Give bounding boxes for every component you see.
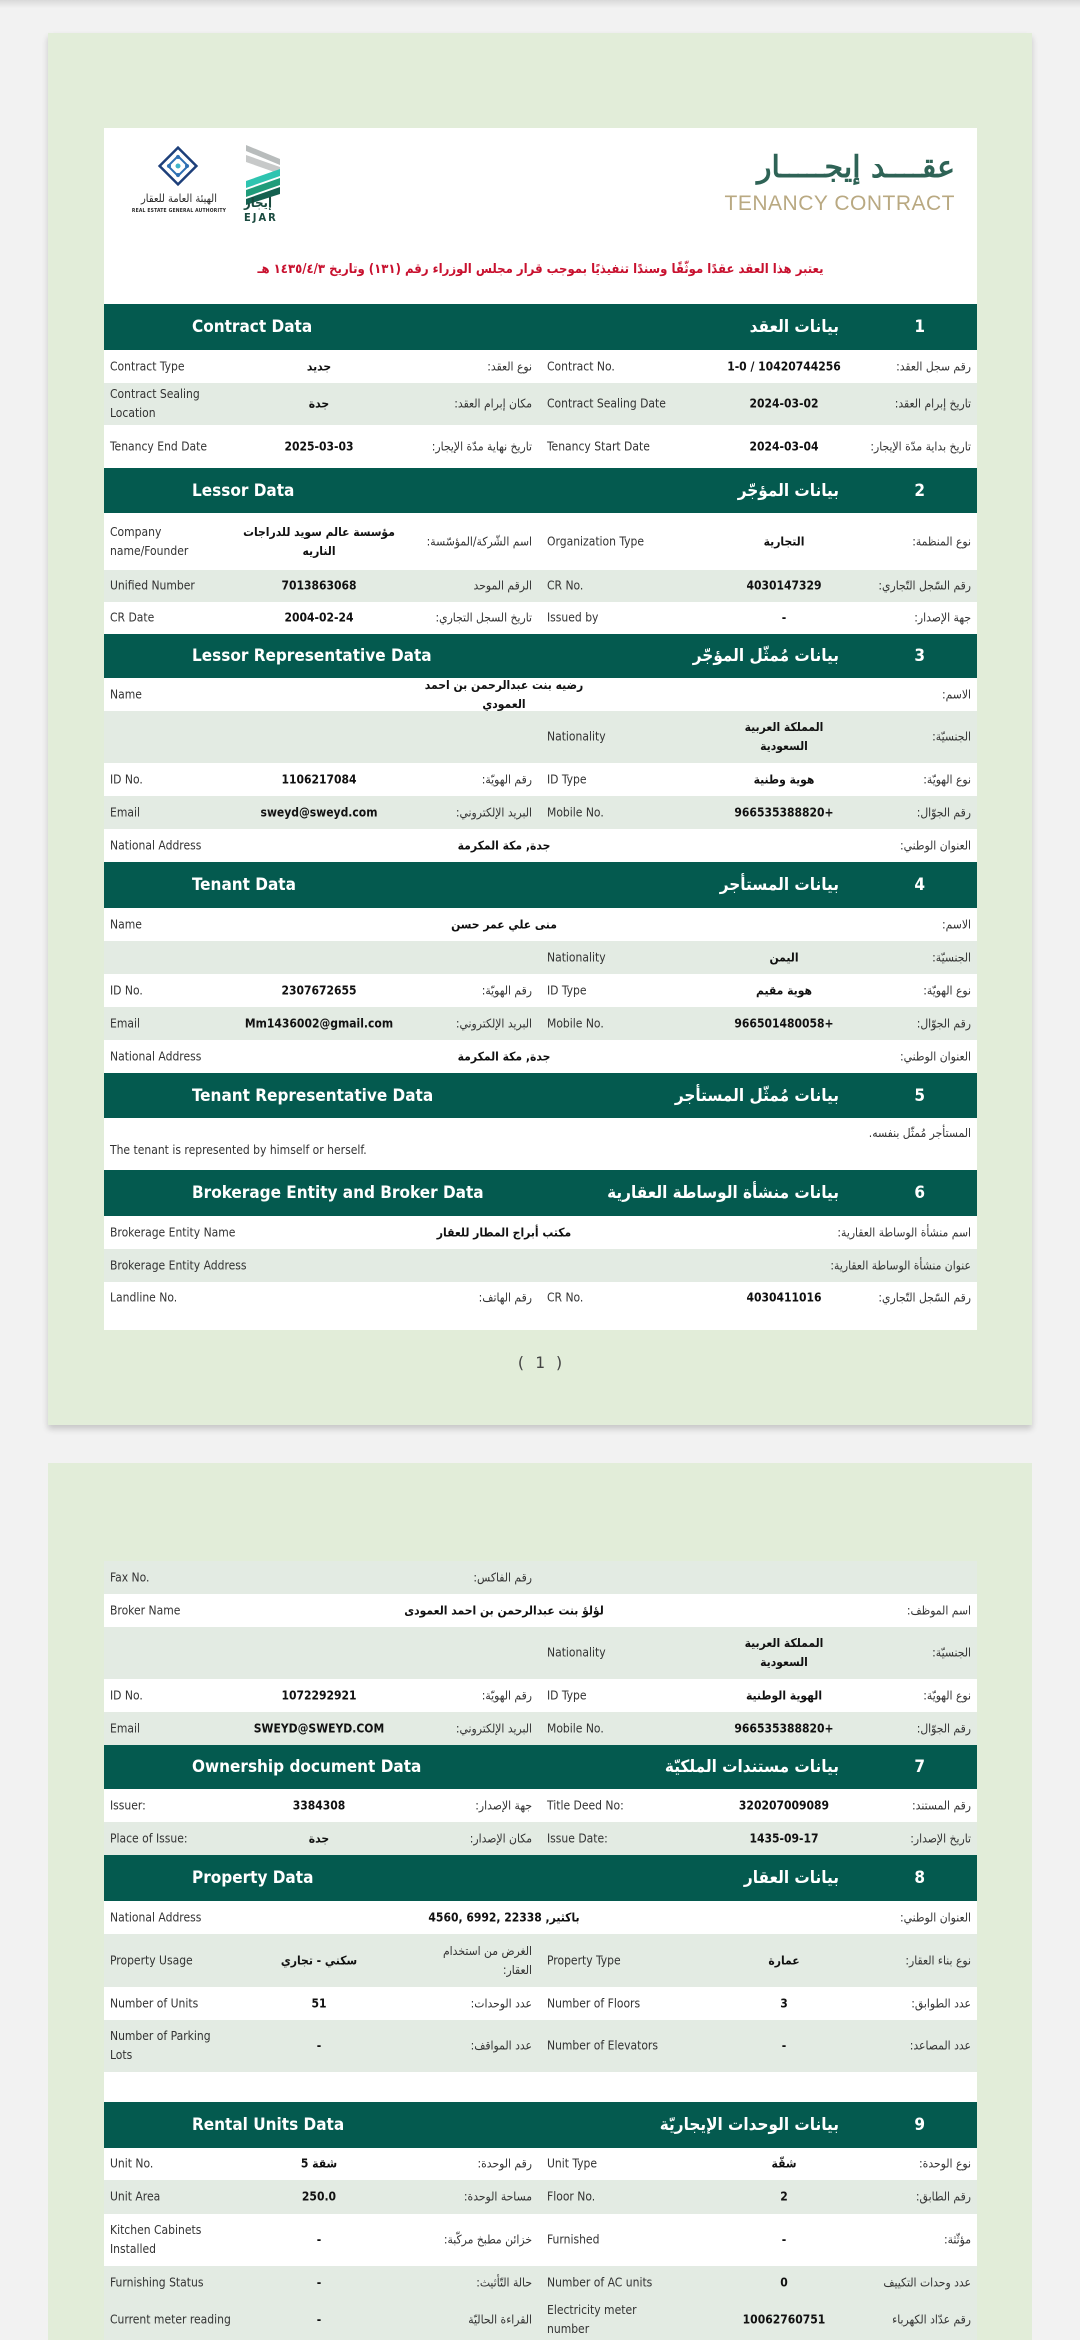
field-label-en: Landline No.: [110, 1290, 178, 1305]
field-label-en: National Address: [110, 1910, 202, 1924]
field-value: المملكة العربية السعودية: [744, 1636, 824, 1669]
table-row: [104, 1789, 977, 1822]
field-label-en: Electricity meter number: [547, 2302, 637, 2336]
field-label-ar: الاسم:: [941, 917, 971, 931]
field-label-en: Unit Area: [110, 2189, 161, 2204]
field-value: المملكة العربية السعودية: [744, 720, 824, 753]
field-label-en: Email: [110, 805, 140, 819]
field-label-en: Kitchen Cabinets Installed: [110, 2223, 202, 2256]
field-label-en: Unit No.: [110, 2156, 154, 2171]
field-label-ar: تاريخ الإصدار:: [910, 1831, 971, 1845]
field-value: جدة, مكة المكرمة: [457, 838, 551, 852]
field-label-ar: نوع الهويّة:: [923, 772, 971, 786]
tenant-representation-note-en: The tenant is represented by himself or herself.: [110, 1143, 367, 1157]
field-label-ar: مكان إبرام العقد:: [454, 396, 532, 411]
field-label-en: Contract Type: [110, 359, 185, 373]
table-row: [104, 350, 977, 383]
section-title-english: Lessor Data: [192, 480, 295, 501]
section-title-arabic: بيانات منشأة الوساطة العقارية: [607, 1183, 839, 1203]
field-label-en: Number of Floors: [547, 1996, 641, 2010]
field-value: سكني - تجاري: [280, 1953, 358, 1967]
field-label-ar: رقم الجوّال:: [916, 1016, 971, 1030]
field-label-en: Place of Issue:: [110, 1831, 188, 1845]
table-row: [104, 570, 977, 602]
field-label-en: National Address: [110, 1049, 202, 1063]
field-label-ar: تاريخ بداية مدّة الإيجار:: [870, 439, 971, 453]
table-row: [104, 513, 977, 570]
table-row: [104, 1118, 977, 1170]
section-number: 5: [914, 1085, 925, 1106]
field-label-ar: رقم الوحدة:: [477, 2156, 532, 2171]
field-value: 4030147329: [746, 578, 822, 593]
section-number: 9: [914, 2115, 925, 2135]
section-title-english: Ownership document Data: [192, 1757, 422, 1777]
table-row: [104, 1282, 977, 1330]
field-label-ar: نوع الهويّة:: [923, 1688, 971, 1702]
field-label-en: Mobile No.: [547, 805, 604, 819]
ejar-logo-arabic: إيجار: [244, 196, 272, 211]
field-label-ar: تاريخ السجل التجاري:: [435, 610, 532, 625]
field-value: منى علي عمر حسن: [451, 917, 557, 931]
section-title-english: Tenant Data: [192, 875, 296, 895]
field-label-en: Mobile No.: [547, 1016, 604, 1030]
field-label-ar: مكان الإصدار:: [469, 1831, 532, 1845]
field-value: 320207009089: [738, 1798, 830, 1812]
field-value: +966501480058: [734, 1016, 834, 1030]
section-number: 3: [914, 646, 925, 666]
field-label-en: ID No.: [110, 983, 143, 997]
field-value: SWEYD@SWEYD.COM: [253, 1721, 385, 1735]
contract-card-continued: [104, 1561, 977, 2340]
field-value: -: [316, 2312, 322, 2326]
field-label-en: Email: [110, 1016, 140, 1030]
table-row: [104, 711, 977, 763]
field-value: باكثير, 22338 ,6992 ,4560: [428, 1910, 580, 1924]
section-title-english: Lessor Representative Data: [192, 646, 432, 666]
field-label-ar: البريد الإلكتروني:: [455, 1016, 532, 1030]
section-header-contract-data: [104, 304, 977, 350]
field-value: 1072292921: [281, 1688, 357, 1702]
field-label-ar: عدد المواقف:: [470, 2038, 532, 2053]
field-value: Mm1436002@gmail.com: [244, 1016, 394, 1030]
field-label-en: Issuer:: [110, 1798, 146, 1812]
field-label-en: ID Type: [547, 1688, 587, 1702]
section-number: 8: [914, 1868, 925, 1888]
field-label-en: Number of AC units: [547, 2275, 653, 2289]
field-label-ar: عدد المصاعد:: [909, 2038, 971, 2053]
rega-logo-icon: [156, 144, 200, 188]
field-label-ar: الجنسيّة:: [932, 950, 971, 964]
section-title-arabic: بيانات العقد: [749, 317, 839, 337]
field-label-en: Issued by: [547, 610, 599, 625]
field-label-en: Contract No.: [547, 359, 615, 373]
table-row: [104, 1712, 977, 1745]
field-value: لؤلؤ بنت عبدالرحمن بن احمد العمودى: [404, 1603, 604, 1617]
section-title-arabic: بيانات المستأجر: [719, 875, 839, 895]
field-value: -: [781, 610, 787, 625]
field-label-en: Property Usage: [110, 1953, 193, 1967]
section-header-rental-units: [104, 2102, 977, 2148]
field-label-en: ID Type: [547, 772, 587, 786]
table-row: [104, 763, 977, 796]
field-label-en: Contract Sealing Location: [110, 387, 200, 420]
field-value: 4030411016: [746, 1290, 822, 1305]
field-label-en: Current meter reading: [110, 2312, 231, 2326]
field-value: 7013863068: [281, 578, 357, 593]
field-label-en: Fax No.: [110, 1570, 150, 1584]
field-label-en: Property Type: [547, 1953, 621, 1967]
field-label-en: Unit Type: [547, 2156, 598, 2171]
field-label-en: Mobile No.: [547, 1721, 604, 1735]
field-label-ar: اسم الشّركة/المؤسّسة:: [426, 534, 532, 548]
document-page-1: [48, 33, 1032, 1425]
field-label-ar: العنوان الوطني:: [899, 1910, 971, 1924]
field-label-en: Brokerage Entity Address: [110, 1258, 247, 1272]
field-label-ar: مؤثّثة:: [943, 2232, 971, 2247]
field-label-ar: مساحة الوحدة:: [463, 2189, 532, 2204]
section-number: 4: [914, 875, 925, 895]
field-label-ar: رقم السّجل التّجاري:: [878, 1290, 971, 1305]
table-row: [104, 602, 977, 634]
field-label-en: Furnishing Status: [110, 2275, 204, 2289]
field-label-en: Number of Elevators: [547, 2038, 658, 2053]
section-title-english: Tenant Representative Data: [192, 1085, 434, 1106]
field-label-ar: عدد الطوابق:: [911, 1996, 971, 2010]
field-label-ar: العنوان الوطني:: [899, 1049, 971, 1063]
field-value: -: [781, 2232, 787, 2247]
field-label-en: Email: [110, 1721, 140, 1735]
table-row: [104, 2299, 977, 2340]
field-value: جدة: [308, 396, 330, 411]
field-label-ar: جهة الإصدار:: [475, 1798, 532, 1812]
field-value: عمارة: [768, 1953, 800, 1967]
table-row: [104, 796, 977, 829]
table-row: [104, 974, 977, 1007]
field-label-ar: جهة الإصدار:: [914, 610, 971, 625]
field-value: جدة, مكة المكرمة: [457, 1049, 551, 1063]
field-label-ar: رقم الهويّة:: [481, 1688, 532, 1702]
field-label-ar: رقم المستند:: [912, 1798, 971, 1812]
field-value: مؤسسة عالم سويد للدراجات الناريه: [243, 524, 395, 558]
field-label-ar: نوع الوحدة:: [919, 2156, 971, 2171]
field-label-en: CR No.: [547, 578, 584, 593]
field-value: جدة: [308, 1831, 330, 1845]
field-label-en: Name: [110, 687, 142, 701]
field-value: 3384308: [292, 1798, 346, 1812]
table-row: [104, 1679, 977, 1712]
section-number: 6: [914, 1183, 925, 1203]
table-row: [104, 941, 977, 974]
field-label-en: Name: [110, 917, 142, 931]
table-row: [104, 678, 977, 711]
field-label-ar: الغرض من استخدام العقار:: [443, 1943, 532, 1977]
field-label-ar: نوع بناء العقار:: [905, 1953, 971, 1967]
table-row: [104, 1901, 977, 1934]
table-row: [104, 1822, 977, 1855]
field-label-ar: رقم سجل العقد:: [896, 359, 971, 373]
field-label-en: ID No.: [110, 1688, 143, 1702]
field-value: 10062760751: [742, 2312, 826, 2326]
field-label-en: Floor No.: [547, 2189, 596, 2204]
field-value: هوية مقيم: [756, 983, 812, 997]
table-row: [104, 383, 977, 425]
field-value: +966535388820: [734, 1721, 834, 1735]
field-label-ar: عنوان منشأة الوساطة العقارية:: [830, 1258, 971, 1272]
section-header-ownership-document: [104, 1745, 977, 1789]
field-label-ar: الرقم الموحد: [473, 578, 532, 593]
section-header-brokerage: [104, 1170, 977, 1216]
field-label-en: Contract Sealing Date: [547, 396, 666, 411]
field-value: -: [781, 2038, 787, 2053]
field-value: شقة 5: [300, 2156, 338, 2171]
section-title-english: Property Data: [192, 1868, 314, 1888]
field-label-ar: نوع الهويّة:: [923, 983, 971, 997]
field-value: الهوية الوطنية: [745, 1688, 823, 1702]
table-row: [104, 1561, 977, 1594]
field-label-ar: رقم الجوّال:: [916, 1721, 971, 1735]
ejar-logo-english: EJAR: [244, 211, 278, 224]
field-value: 0: [780, 2275, 788, 2289]
field-label-ar: البريد الإلكتروني:: [455, 1721, 532, 1735]
table-row-group: [104, 2266, 977, 2340]
field-value: 2004-02-24: [284, 610, 354, 625]
field-value: -: [316, 2275, 322, 2289]
page-number: ( 1 ): [515, 1353, 565, 1372]
field-label-ar: عدد الوحدات:: [470, 1996, 532, 2010]
legal-notice: يعتبر هذا العقد عقدًا موثّقًا وسندًا تنفيذيًا بموجب قرار مجلس الوزراء رقم (١٣١) وتاريخ ١٤٣٥/٤/٣ هـ: [257, 262, 824, 277]
field-label-en: Number of Units: [110, 1996, 199, 2010]
field-label-ar: نوع العقد:: [487, 359, 532, 373]
field-value: 2024-03-04: [749, 439, 819, 453]
section-title-english: Rental Units Data: [192, 2115, 345, 2135]
document-page-2: [48, 1463, 1032, 2340]
field-value: جديد: [306, 359, 332, 373]
field-value: 51: [311, 1996, 327, 2010]
field-label-en: Nationality: [547, 1645, 606, 1660]
section-number: 1: [914, 317, 925, 337]
field-value: هوية وطنية: [753, 772, 815, 786]
field-label-ar: البريد الإلكتروني:: [455, 805, 532, 819]
section-title-arabic: بيانات مستندات الملكيّة: [664, 1757, 839, 1777]
field-label-ar: نوع المنظمة:: [912, 534, 971, 548]
field-label-en: Title Deed No:: [547, 1798, 624, 1812]
table-row: [104, 1040, 977, 1073]
field-value: -: [316, 2232, 322, 2247]
table-row: [104, 1007, 977, 1040]
field-label-ar: رقم الطابق:: [915, 2189, 971, 2204]
field-label-ar: تاريخ إبرام العقد:: [894, 396, 971, 411]
field-label-ar: الجنسيّة:: [932, 1645, 971, 1660]
section-header-tenant-representative: [104, 1073, 977, 1118]
field-value: 10420744256 / 1-0: [727, 359, 841, 373]
field-label-en: Unified Number: [110, 578, 195, 593]
field-value: اليمن: [769, 950, 799, 964]
section-title-english: Contract Data: [192, 317, 313, 337]
field-value: 1435-09-17: [749, 1831, 819, 1845]
table-row: [104, 2214, 977, 2266]
field-value: مكتب أبراج المطار للعقار: [436, 1225, 572, 1239]
field-value: رضيه بنت عبدالرحمن بن احمد العمودي: [424, 677, 584, 711]
field-label-ar: عدد وحدات التكييف: [883, 2275, 971, 2289]
section-header-lessor-representative: [104, 634, 977, 678]
field-label-ar: الجنسيّة:: [932, 729, 971, 744]
section-title-arabic: بيانات العقار: [743, 1868, 839, 1888]
field-label-ar: العنوان الوطني:: [899, 838, 971, 852]
field-label-en: Tenancy Start Date: [547, 439, 650, 453]
field-label-ar: خزائن مطبخ مركّبة:: [443, 2232, 532, 2247]
section-title-english: Brokerage Entity and Broker Data: [192, 1183, 484, 1203]
field-label-ar: رقم الجوّال:: [916, 805, 971, 819]
field-label-en: CR No.: [547, 1290, 584, 1305]
section-title-arabic: بيانات الوحدات الإيجاريّة: [659, 2115, 839, 2135]
field-label-ar: رقم عدّاد الكهرباء: [892, 2312, 971, 2326]
field-value: التجارية: [763, 534, 805, 548]
field-value: +966535388820: [734, 805, 834, 819]
section-title-arabic: بيانات المؤجّر: [737, 480, 839, 501]
field-label-en: ID No.: [110, 772, 143, 786]
field-label-en: ID Type: [547, 983, 587, 997]
table-row: [104, 2266, 977, 2299]
field-value: 1106217084: [281, 772, 357, 786]
field-value: 3: [780, 1996, 788, 2010]
section-title-arabic: بيانات مُمثّل المؤجّر: [692, 646, 839, 666]
table-row: [104, 1627, 977, 1679]
field-label-ar: القراءة الحاليّة: [468, 2312, 532, 2326]
spacer-row: [104, 2072, 977, 2102]
field-label-en: Brokerage Entity Name: [110, 1225, 236, 1239]
field-label-en: Issue Date:: [547, 1831, 608, 1845]
field-label-ar: رقم السّجل التّجاري:: [878, 578, 971, 593]
table-row: [104, 1216, 977, 1249]
table-row: [104, 1934, 977, 1987]
rega-logo-arabic: الهيئة العامة للعقار: [141, 192, 217, 205]
field-value: 2024-03-02: [749, 396, 819, 411]
field-label-en: CR Date: [110, 610, 155, 625]
field-label-en: Nationality: [547, 950, 606, 964]
field-label-en: Company name/Founder: [110, 524, 189, 558]
field-label-ar: رقم الفاكس:: [473, 1570, 532, 1584]
title-arabic: عقــــد إيجـــــار: [756, 150, 955, 185]
top-shadow: [0, 0, 1080, 8]
field-label-ar: رقم الهويّة:: [481, 772, 532, 786]
tenant-representation-note-ar: المستأجر مُمثّل بنفسه.: [868, 1126, 971, 1140]
table-row: [104, 2020, 977, 2072]
field-value: 250.0: [301, 2189, 337, 2204]
field-label-en: Organization Type: [547, 534, 645, 548]
section-title-arabic: بيانات مُمثّل المستأجر: [674, 1085, 839, 1106]
field-label-ar: رقم الهويّة:: [481, 983, 532, 997]
section-header-tenant-data: [104, 862, 977, 908]
field-value: 2307672655: [281, 983, 357, 997]
section-header-lessor-data: [104, 468, 977, 513]
contract-card: [104, 128, 977, 1330]
table-row: [104, 1249, 977, 1282]
field-label-ar: اسم الموظف:: [906, 1603, 971, 1617]
section-number: 7: [914, 1757, 925, 1777]
section-header-property-data: [104, 1855, 977, 1901]
field-label-en: Tenancy End Date: [110, 439, 208, 453]
table-row: [104, 908, 977, 941]
field-label-ar: اسم منشأة الوساطة العقارية:: [837, 1225, 971, 1239]
table-row: [104, 425, 977, 468]
field-label-en: Number of Parking Lots: [110, 2029, 211, 2062]
field-label-en: Furnished: [547, 2232, 600, 2247]
field-value: شقّة: [771, 2156, 797, 2171]
table-row: [104, 1987, 977, 2020]
field-label-ar: الاسم:: [941, 687, 971, 701]
table-row: [104, 2180, 977, 2214]
rega-logo-english: REAL ESTATE GENERAL AUTHORITY: [131, 208, 227, 214]
table-row: [104, 829, 977, 862]
section-number: 2: [914, 480, 925, 501]
title-english: TENANCY CONTRACT: [724, 192, 955, 215]
field-value: -: [316, 2038, 322, 2053]
field-label-ar: رقم الهاتف:: [478, 1290, 532, 1305]
field-value: 2025-03-03: [284, 439, 354, 453]
contract-header: [104, 128, 977, 304]
field-label-en: Broker Name: [110, 1603, 181, 1617]
field-value: 2: [780, 2189, 788, 2204]
field-label-en: National Address: [110, 838, 202, 852]
field-label-ar: حالة التّأثيث:: [476, 2275, 532, 2289]
field-label-ar: تاريخ نهاية مدّة الإيجار:: [431, 439, 532, 453]
field-value: sweyd@sweyd.com: [260, 805, 378, 819]
table-row: [104, 1594, 977, 1627]
field-label-en: Nationality: [547, 729, 606, 744]
table-row: [104, 2148, 977, 2180]
